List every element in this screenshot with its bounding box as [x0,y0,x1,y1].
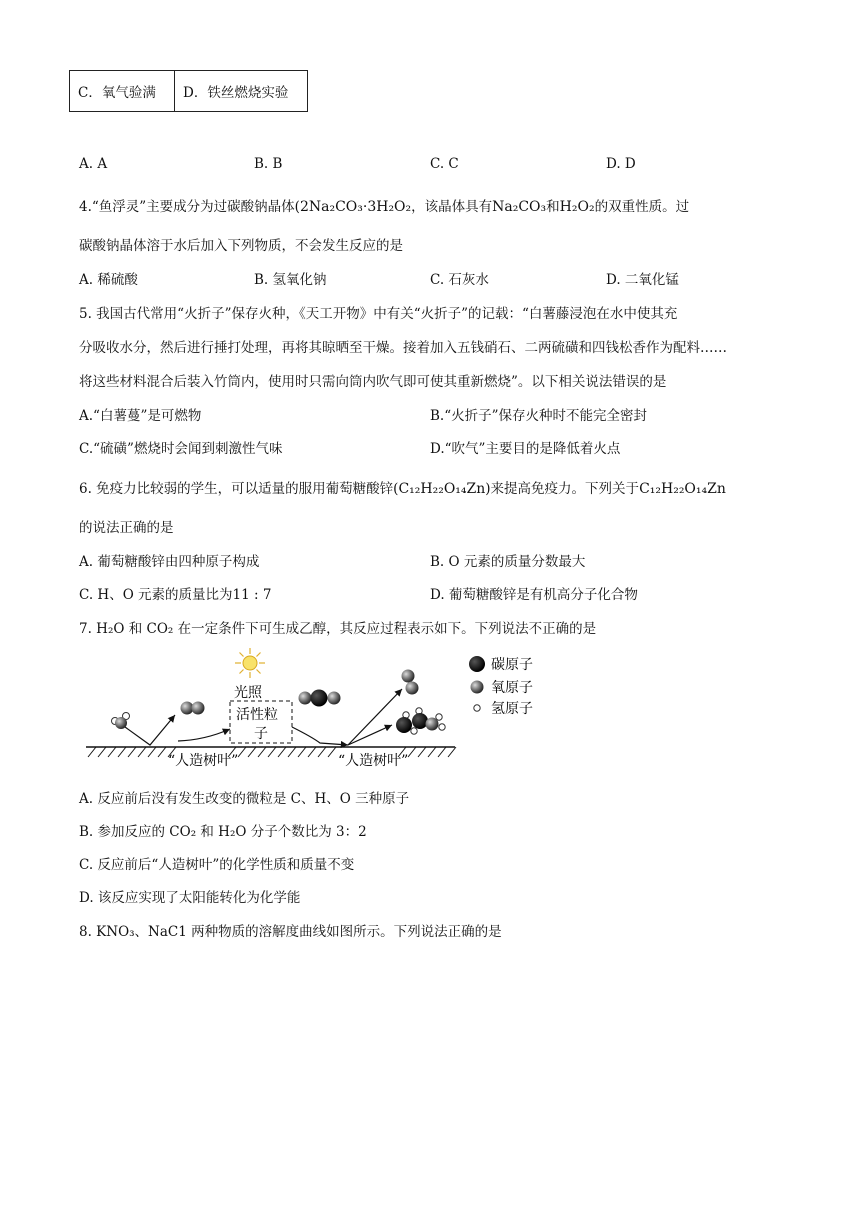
q7-option-d[interactable]: D. 该反应实现了太阳能转化为化学能 [79,890,301,906]
q3-answer-d[interactable]: D. D [606,156,636,172]
q4-stem-line2: 碳酸钠晶体溶于水后加入下列物质，不会发生反应的是 [79,238,403,254]
legend-carbon-label: 碳原子 [491,657,533,673]
q5-option-d[interactable]: D.“吹气”主要目的是降低着火点 [430,441,621,457]
q7-option-b[interactable]: B. 参加反应的 CO₂ 和 H₂O 分子个数比为 3：2 [79,824,367,840]
water-molecule-icon [112,713,130,730]
q3-option-table [69,70,308,112]
q7-option-c[interactable]: C. 反应前后“人造树叶”的化学性质和质量不变 [79,857,355,873]
q3-cell-d: D．铁丝燃烧实验 [175,71,308,112]
q5-option-a[interactable]: A.“白薯蔓”是可燃物 [79,408,202,424]
leaf-label-left: “人造树叶” [168,753,239,769]
q4-formula-3: H₂O₂ [559,199,595,215]
q6-option-b[interactable]: B. O 元素的质量分数最大 [430,554,586,570]
hydrogen-atom-legend-icon [474,705,480,711]
q7-option-a[interactable]: A. 反应前后没有发生改变的微粒是 C、H、O 三种原子 [79,791,410,807]
q6-text-pre: 6. 免疫力比较弱的学生，可以适量的服用葡萄糖酸锌( [79,481,399,497]
q4-formula-2: Na₂CO₃ [492,199,547,215]
q6-option-a[interactable]: A. 葡萄糖酸锌由四种原子构成 [79,554,260,570]
q3-answer-b[interactable]: B. B [254,156,283,172]
q6-formula-a: C₁₂H₂₂O₁₄Zn [398,481,486,497]
q5-option-c[interactable]: C.“硫磺”燃烧时会闻到刺激性气味 [79,441,283,457]
oxygen-atom-legend-icon [471,681,484,694]
particle-label-line1: 活性粒 [236,707,278,723]
q4-text-pre: 4.“鱼浮灵”主要成分为过碳酸钠晶体( [79,199,300,215]
q4-text-and: 和 [546,199,560,215]
q6-text-mid: )来提高免疫力。下列关于 [485,481,640,497]
leaf-label-right: “人造树叶” [338,753,409,769]
q4-text-post: 的双重性质。过 [594,199,690,215]
q3-cell-c: C．氧气验满 [70,71,175,112]
q6-stem-line1 [79,477,726,497]
q7-stem: 7. H₂O 和 CO₂ 在一定条件下可生成乙醇，其反应过程表示如下。下列说法不正确的是 [79,621,597,637]
q4-text-mid: ，该晶体具有 [411,199,493,215]
diagram-legend [469,656,533,717]
q4-option-c[interactable]: C. 石灰水 [430,272,489,288]
carbon-atom-legend-icon [469,656,485,672]
light-label: 光照 [234,685,262,701]
ethanol-molecule-icon [396,708,445,734]
q5-option-b[interactable]: B.“火折子”保存火种时不能完全密封 [430,408,648,424]
q8-stem: 8. KNO₃、NaC1 两种物质的溶解度曲线如图所示。下列说法正确的是 [79,924,502,940]
q5-stem-line2: 分吸收水分，然后进行捶打处理，再将其晾晒至干燥。接着加入五钱硝石、二两硫磺和四钱松香作为配料…… [79,340,727,356]
particle-label-line2: 子 [254,726,268,742]
released-oxygen-molecule-icon [402,670,419,695]
q6-option-c[interactable]: C. H、O 元素的质量比为11 : 7 [79,587,272,603]
q4-option-d[interactable]: D. 二氧化锰 [606,272,679,288]
carbon-dioxide-molecule-icon [299,690,341,707]
q3-answer-a[interactable]: A. A [79,156,108,172]
sun-icon [235,648,265,678]
q7-reaction-diagram [80,645,560,775]
q6-formula-b: C₁₂H₂₂O₁₄Zn [639,481,726,497]
q3-answer-c[interactable]: C. C [430,156,459,172]
legend-oxygen-label: 氧原子 [491,680,533,696]
q4-stem-line1 [79,195,689,215]
q6-option-d[interactable]: D. 葡萄糖酸锌是有机高分子化合物 [430,587,638,603]
q5-stem-line3: 将这些材料混合后装入竹筒内，使用时只需向筒内吹气即可使其重新燃烧”。以下相关说法错误的是 [79,374,667,390]
legend-hydrogen-label: 氢原子 [491,701,533,717]
oxygen-molecule-icon [181,702,205,715]
q4-formula-1: 2Na₂CO₃·3H₂O₂ [299,199,412,215]
q6-stem-line2: 的说法正确的是 [79,520,174,536]
q4-option-a[interactable]: A. 稀硫酸 [79,272,138,288]
q5-stem-line1: 5. 我国古代常用“火折子”保存火种，《天工开物》中有关“火折子”的记载：“白薯藤浸泡在水中使其充 [79,306,678,322]
q4-option-b[interactable]: B. 氢氧化钠 [254,272,327,288]
